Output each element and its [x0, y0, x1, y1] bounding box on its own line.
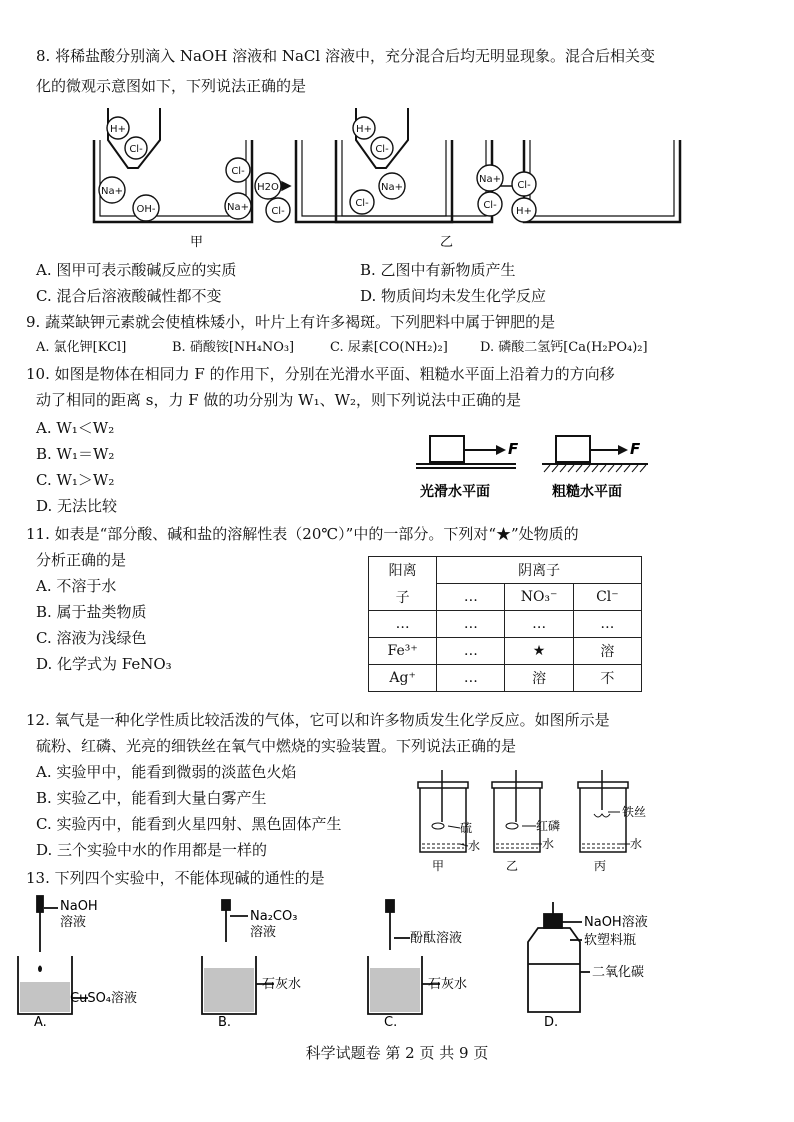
page-footer: 科学试题卷 第 2 页 共 9 页 — [305, 1044, 489, 1062]
ion-h2o: H2O — [257, 182, 279, 193]
label-water-1: 水 — [468, 839, 481, 853]
force-label-1: F — [508, 440, 519, 458]
ion-h-1: H+ — [110, 124, 126, 135]
q10-stem-line2: 动了相同的距离 s，力 F 做的功分别为 W₁、W₂，则下列说法中正确的是 — [36, 391, 522, 409]
c-reagent: 酚酞溶液 — [410, 931, 463, 946]
ion-cl-5: Cl- — [355, 198, 369, 209]
label-water-3: 水 — [630, 837, 643, 851]
ion-cl-1: Cl- — [129, 144, 143, 155]
q10-option-c: C. W₁＞W₂ — [36, 471, 115, 489]
q8-stem-line1: 8. 将稀盐酸分别滴入 NaOH 溶液和 NaCl 溶液中，充分混合后均无明显现象。混合后相关变 — [36, 47, 655, 65]
q8-option-d: D. 物质间均未发生化学反应 — [360, 287, 547, 305]
q12-stem-line1: 12. 氧气是一种化学性质比较活泼的气体，它可以和许多物质发生化学反应。如图所示是 — [26, 711, 610, 729]
c-beaker-label: 石灰水 — [428, 977, 468, 992]
q13-experiments-diagram — [0, 894, 794, 1034]
table-row: … … … … — [369, 611, 642, 638]
col-cl: Cl⁻ — [573, 584, 641, 611]
q10-stem-line1: 10. 如图是物体在相同力 F 的作用下，分别在光滑水平面、粗糙水平面上沿着力的方向移 — [26, 365, 615, 383]
ion-h-3: H+ — [516, 206, 532, 217]
caption-yi: 乙 — [506, 859, 519, 873]
force-label-2: F — [630, 440, 641, 458]
q10-option-d: D. 无法比较 — [36, 497, 118, 515]
q8-option-b: B. 乙图中有新物质产生 — [360, 261, 516, 279]
cation-header: 阳离 — [369, 557, 437, 584]
a-label: A. — [34, 1015, 47, 1030]
q9-option-c: C. 尿素[CO(NH₂)₂] — [330, 340, 448, 355]
q8-stem-line2: 化的微观示意图如下，下列说法正确的是 — [36, 77, 307, 95]
q10-option-a: A. W₁＜W₂ — [36, 419, 115, 437]
q9-stem: 9. 蔬菜缺钾元素就会使植株矮小，叶片上有许多褐斑。下列肥料中属于钾肥的是 — [26, 313, 556, 331]
label-yi: 乙 — [440, 235, 454, 250]
b-reagent-1: Na₂CO₃ — [250, 909, 298, 924]
label-red-phosphorus: 红磷 — [536, 819, 561, 833]
ion-na-2: Na+ — [227, 202, 249, 213]
q8-option-c: C. 混合后溶液酸碱性都不变 — [36, 287, 222, 305]
star-cell: ★ — [505, 638, 573, 665]
solubility-table — [368, 556, 642, 692]
ion-cl-3: Cl- — [271, 206, 285, 217]
q12-option-d: D. 三个实验中水的作用都是一样的 — [36, 841, 268, 859]
ion-cl-7: Cl- — [483, 200, 497, 211]
q11-stem-line1: 11. 如表是“部分酸、碱和盐的溶解性表（20℃）”中的一部分。下列对“★”处物质的 — [26, 525, 579, 543]
ion-oh-1: OH- — [136, 204, 156, 215]
table-row: Fe³⁺ … ★ 溶 — [369, 638, 642, 665]
col-dots: … — [437, 584, 505, 611]
anion-header: 阴离子 — [437, 557, 642, 584]
q9-option-d: D. 磷酸二氢钙[Ca(H₂PO₄)₂] — [480, 340, 648, 355]
caption-bing: 丙 — [594, 859, 607, 873]
q11-option-c: C. 溶液为浅绿色 — [36, 629, 147, 647]
col-no3: NO₃⁻ — [505, 584, 573, 611]
a-reagent-1: NaOH — [60, 899, 98, 914]
q11-option-d: D. 化学式为 FeNO₃ — [36, 655, 172, 673]
a-beaker-label: CuSO₄溶液 — [70, 991, 138, 1006]
label-jia: 甲 — [190, 235, 204, 250]
d-label-naoh: NaOH溶液 — [584, 915, 648, 930]
label-sulfur: 硫 — [460, 821, 473, 835]
q12-stem-line2: 硫粉、红磷、光亮的细铁丝在氧气中燃烧的实验装置。下列说法正确的是 — [36, 737, 517, 755]
b-reagent-2: 溶液 — [250, 925, 277, 940]
q10-force-diagram — [416, 430, 656, 504]
q9-option-a: A. 氯化钾[KCl] — [36, 340, 127, 355]
c-label: C. — [384, 1015, 398, 1030]
q11-option-b: B. 属于盐类物质 — [36, 603, 147, 621]
q11-stem-line2: 分析正确的是 — [36, 551, 127, 569]
ion-cl-6: Cl- — [517, 180, 531, 191]
ion-cl-4: Cl- — [375, 144, 389, 155]
rough-surface-label: 粗糙水平面 — [552, 484, 622, 500]
smooth-surface-label: 光滑水平面 — [420, 484, 490, 500]
table-row: Ag⁺ … 溶 不 — [369, 665, 642, 692]
q12-option-b: B. 实验乙中，能看到大量白雾产生 — [36, 789, 267, 807]
q8-option-a: A. 图甲可表示酸碱反应的实质 — [36, 261, 237, 279]
cation-header-2: 子 — [369, 584, 437, 611]
b-label: B. — [218, 1015, 232, 1030]
ion-na-4: Na+ — [479, 174, 501, 185]
q9-option-b: B. 硝酸铵[NH₄NO₃] — [172, 340, 295, 355]
ion-cl-2: Cl- — [231, 166, 245, 177]
caption-jia: 甲 — [432, 859, 445, 873]
d-label-co2: 二氧化碳 — [592, 965, 645, 980]
d-label-bottle: 软塑料瓶 — [584, 933, 637, 948]
q10-option-b: B. W₁＝W₂ — [36, 445, 115, 463]
q13-stem: 13. 下列四个实验中，不能体现碱的通性的是 — [26, 869, 325, 887]
label-water-2: 水 — [542, 837, 555, 851]
q12-combustion-diagram — [408, 770, 668, 874]
q12-option-c: C. 实验丙中，能看到火星四射、黑色固体产生 — [36, 815, 342, 833]
ion-na-1: Na+ — [101, 186, 123, 197]
ion-na-3: Na+ — [381, 182, 403, 193]
d-label: D. — [544, 1015, 559, 1030]
q11-option-a: A. 不溶于水 — [36, 577, 117, 595]
label-iron-wire: 铁丝 — [622, 805, 647, 819]
q8-micro-diagram — [80, 100, 700, 250]
a-reagent-2: 溶液 — [60, 915, 87, 930]
ion-h-2: H+ — [356, 124, 372, 135]
q12-option-a: A. 实验甲中，能看到微弱的淡蓝色火焰 — [36, 763, 297, 781]
b-beaker-label: 石灰水 — [262, 977, 302, 992]
